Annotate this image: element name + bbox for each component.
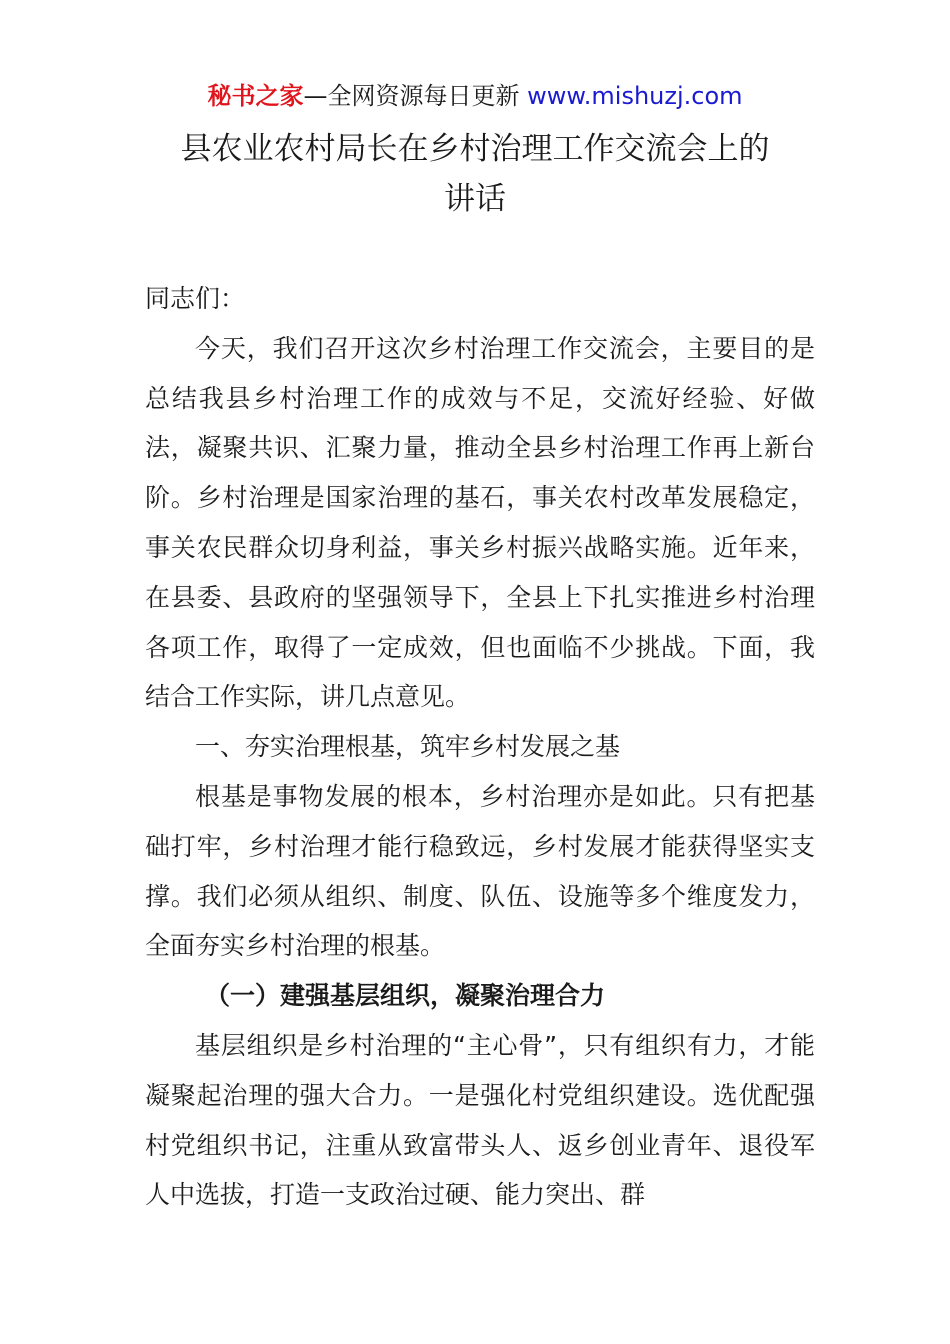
paragraph-subsection-1: 基层组织是乡村治理的“主心骨”，只有组织有力，才能凝聚起治理的强大合力。一是强化村党组织建设。选优配强村党组织书记，注重从致富带头人、返乡创业青年、退役军人中选拔，打造一支政治过硬、能力突出、群 [145, 1030, 815, 1210]
title-line-2: 讲话 [444, 181, 506, 217]
title-line-1: 县农业农村局长在乡村治理工作交流会上的 [180, 131, 770, 167]
site-banner [0, 80, 950, 112]
subsection-heading-1: （一）建强基层组织，凝聚治理合力 [205, 981, 606, 1011]
banner-dash: — [303, 82, 328, 110]
section-heading-1: 一、夯实治理根基，筑牢乡村发展之基 [195, 732, 621, 762]
banner-tagline: 全网资源每日更新 [327, 82, 520, 110]
document-body [145, 274, 815, 1220]
salutation: 同志们： [145, 284, 246, 313]
document-title [120, 124, 830, 224]
banner-brand: 秘书之家 [207, 82, 304, 110]
paragraph-section-1: 根基是事物发展的根本，乡村治理亦是如此。只有把基础打牢，乡村治理才能行稳致远，乡村发展才能获得坚实支撑。我们必须从组织、制度、队伍、设施等多个维度发力，全面夯实乡村治理的根基。 [145, 781, 815, 961]
banner-site-link[interactable]: www.mishuzj.com [527, 82, 743, 110]
paragraph-intro: 今天，我们召开这次乡村治理工作交流会，主要目的是总结我县乡村治理工作的成效与不足，交流好经验、好做法，凝聚共识、汇聚力量，推动全县乡村治理工作再上新台阶。乡村治理是国家治理的基石，事关农村改革发展稳定，事关农民群众切身利益，事关乡村振兴战略实施。近年来，在县委、县政府的坚强领导下，全县上下扎实推进乡村治理各项工作，取得了一定成效，但也面临不少挑战。下面，我结合工作实际，讲几点意见。 [145, 333, 815, 712]
